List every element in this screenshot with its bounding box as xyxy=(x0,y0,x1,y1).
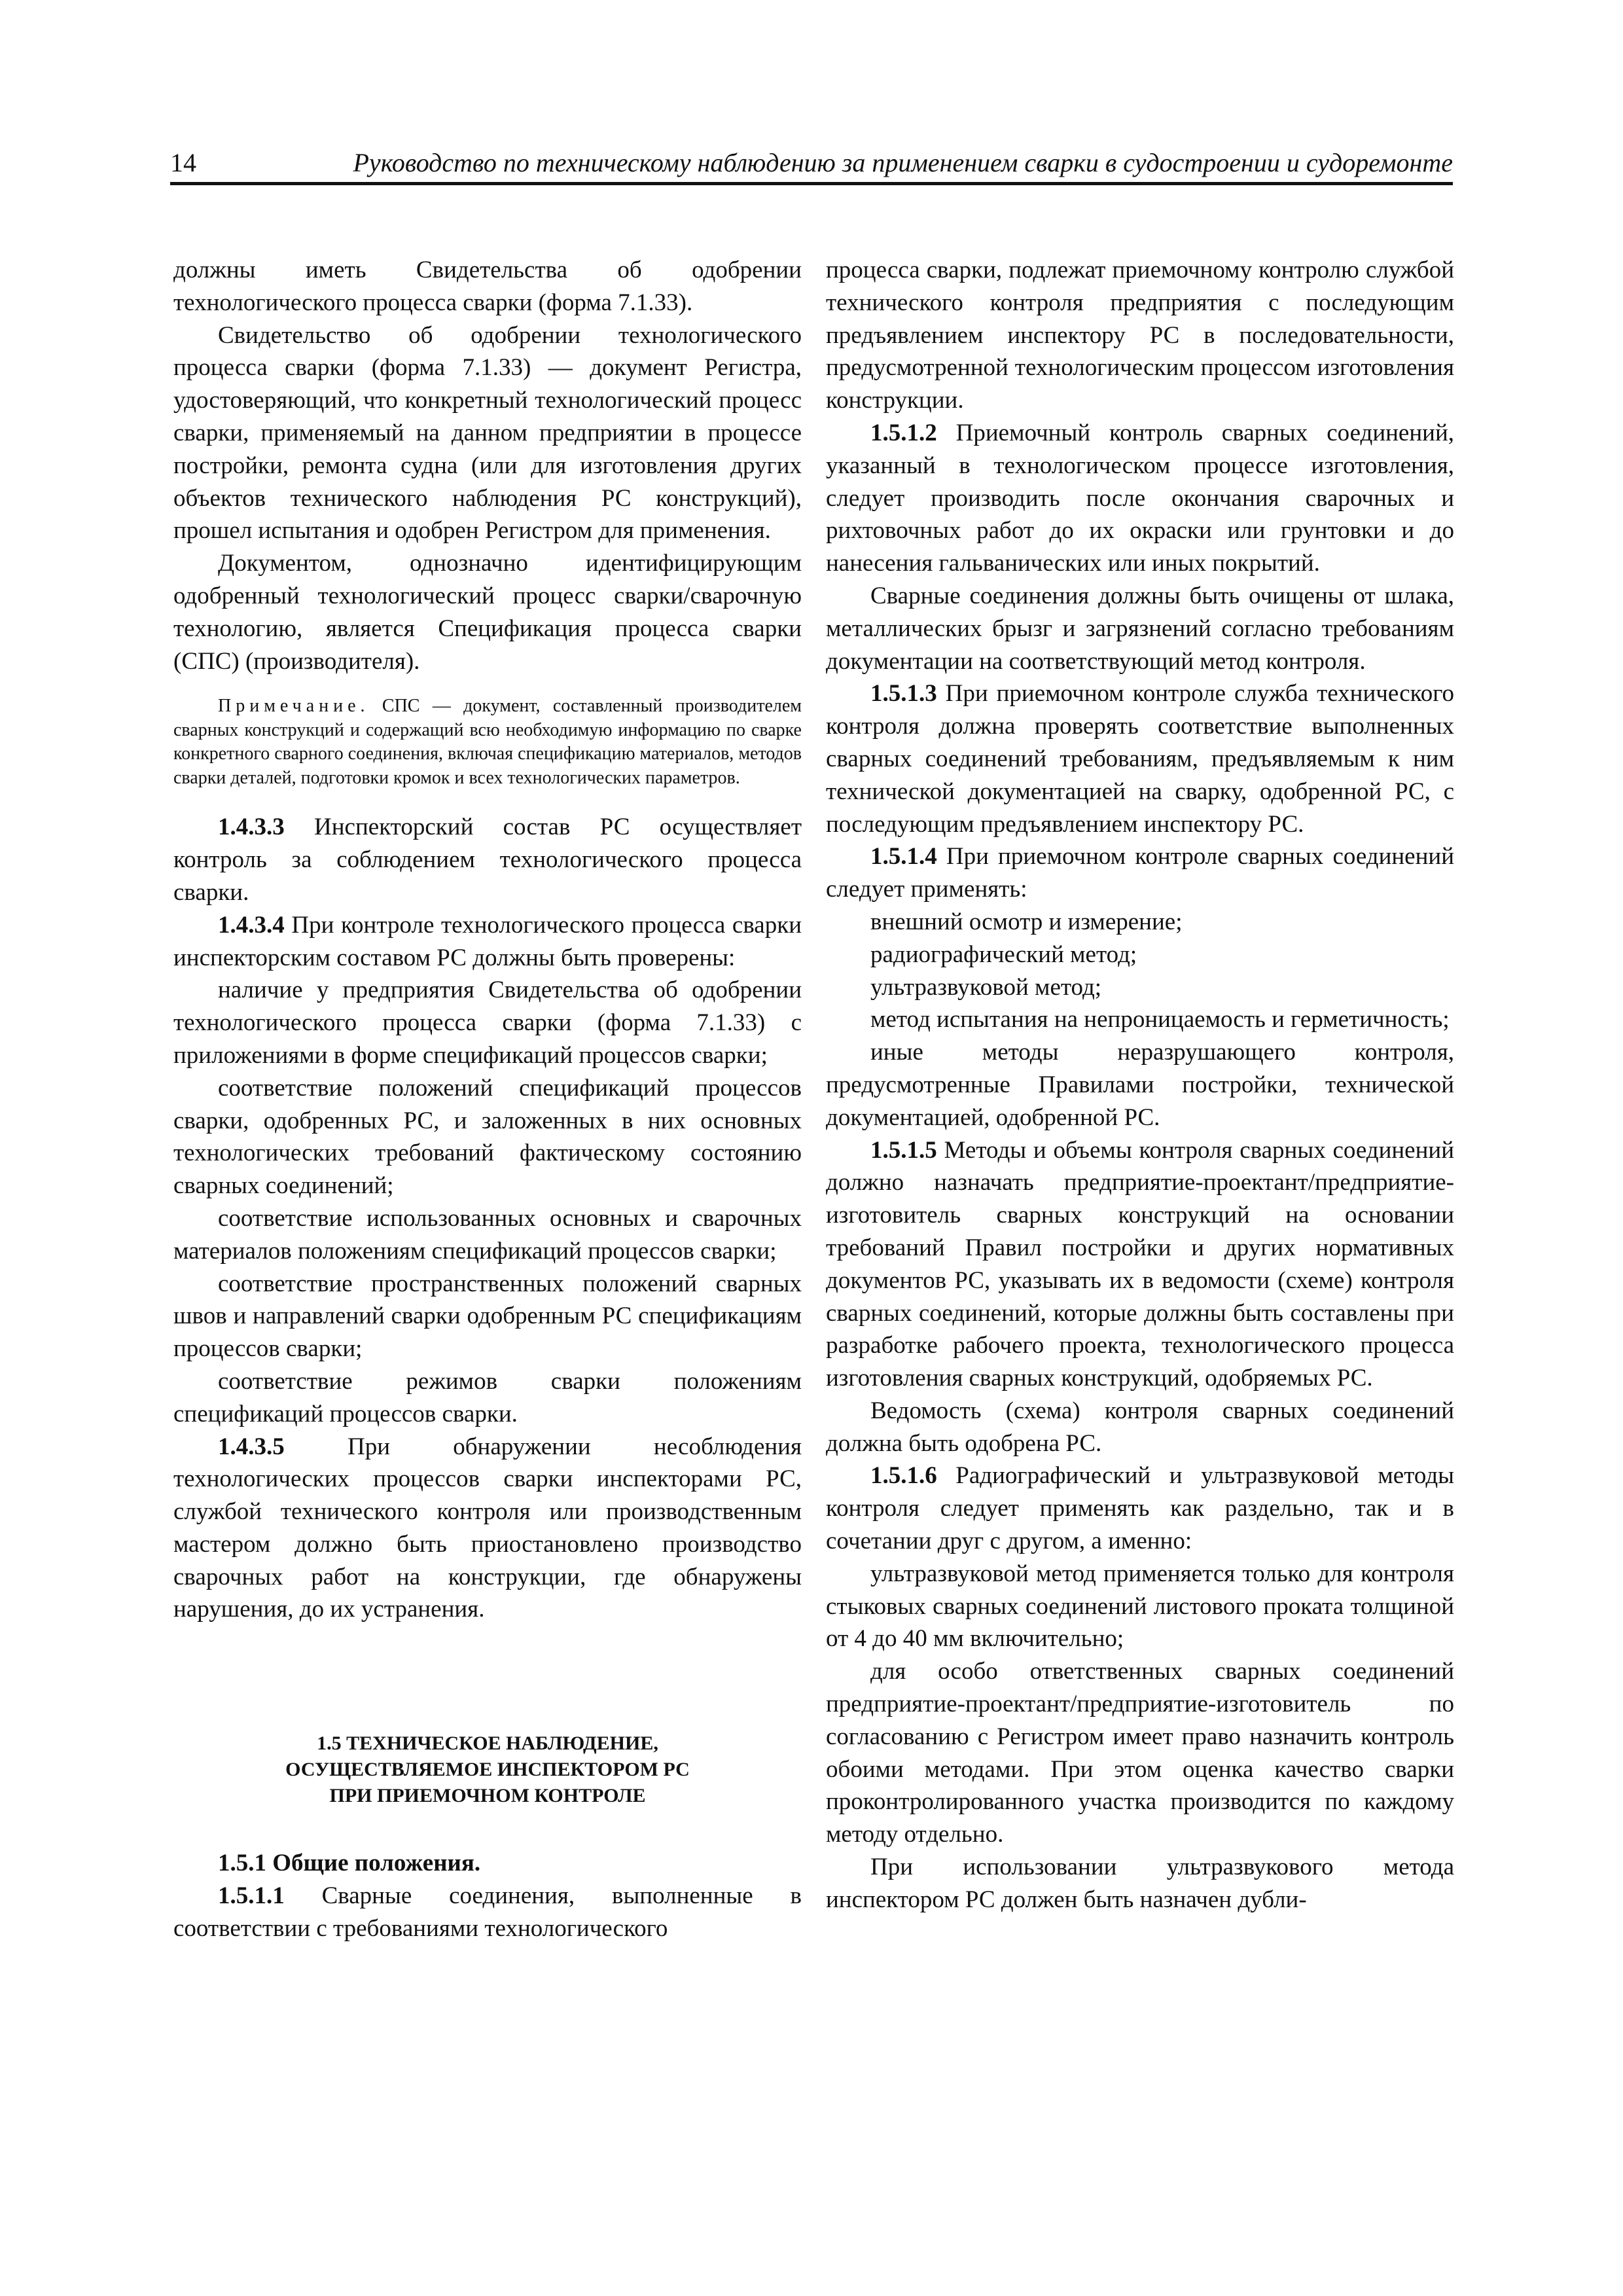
clause-1-4-3-5 xyxy=(173,1431,802,1626)
clause-number: 1.5.1.4 xyxy=(870,843,937,870)
list-item: ультразвуковой метод; xyxy=(870,973,1102,1001)
page-header xyxy=(170,145,1453,185)
list-item: для особо ответственных сварных соединений предприятие-проектант/предприятие-изготовитель по согласованию с Регистром имеет право назначить контроль обоими методами. При этом оценка качество сварки проконтролированного участка производится по каждому методу отдельно. xyxy=(826,1658,1454,1848)
clause-number: 1.4.3.5 xyxy=(218,1433,285,1460)
list-item: ультразвуковой метод применяется только для контроля стыковых сварных соединений листового проката толщиной от 4 до 40 мм включительно; xyxy=(826,1560,1454,1653)
clause-text: При обнаружении несоблюдения технологических процессов сварки инспекторами РС, службой технического контроля или производственным мастером должно быть приостановлено производство сварочных работ на конструкции, где обнаружены нарушения, до их устранения. xyxy=(173,1433,802,1623)
clause-text: При контроле технологического процесса сварки инспекторским составом РС должны быть проверены: xyxy=(173,911,802,971)
clause-1-5-1-2 xyxy=(826,417,1454,580)
clause-number: 1.4.3.3 xyxy=(218,814,285,841)
clause-1-4-3-3 xyxy=(173,811,802,908)
note-text: СПС — документ, составленный производителем сварных конструкций и содержащий всю необходимую информацию по сварке конкретного сварного соединения, включая спецификацию материалов, методов сварки деталей, подготовки кромок и всех технологических параметров. xyxy=(173,696,802,788)
paragraph: должны иметь Свидетельства об одобрении технологического процесса сварки (форма 7.1.33). xyxy=(173,257,802,316)
list-item: метод испытания на непроницаемость и герметичность; xyxy=(870,1006,1450,1033)
clause-number: 1.5.1.5 xyxy=(870,1136,937,1164)
clause-number: 1.5.1.3 xyxy=(870,680,937,708)
page-number: 14 xyxy=(170,148,196,177)
clause-1-5-1-5 xyxy=(826,1134,1454,1395)
left-column xyxy=(173,254,802,1945)
clause-text: При приемочном контроле сварных соединений следует применять: xyxy=(826,843,1455,903)
clause-text: Сварные соединения, выполненные в соответствии с требованиями технологического xyxy=(173,1882,802,1942)
paragraph: Свидетельство об одобрении технологического процесса сварки (форма 7.1.33) — документ Регистра, удостоверяющий, что конкретный технологический процесс сварки, применяемый на данном предприятии в процессе постройки, ремонта судна (или для изготовления других объектов технического наблюдения РС конструкций), прошел испытания и одобрен Регистром для применения. xyxy=(173,321,802,545)
clause-number: 1.5.1.6 xyxy=(870,1462,937,1490)
list-item: внешний осмотр и измерение; xyxy=(870,908,1183,935)
paragraph: процесса сварки, подлежат приемочному контролю службой технического контроля предприятия с последующим предъявлением инспектору РС в последовательности, предусмотренной технологическим процессом изготовления конструкции. xyxy=(826,257,1454,414)
list-item: наличие у предприятия Свидетельства об одобрении технологического процесса сварки (форма 7.1.33) с приложениями в форме спецификаций процессов сварки; xyxy=(173,977,802,1069)
clause-1-5-1-3 xyxy=(826,677,1454,840)
section-heading-line: ОСУЩЕСТВЛЯЕМОЕ ИНСПЕКТОРОМ РС xyxy=(285,1759,690,1781)
clause-1-5-1-6 xyxy=(826,1460,1454,1557)
clause-text: Инспекторский состав РС осуществляет контроль за соблюдением технологического процесса сварки. xyxy=(173,814,802,906)
note xyxy=(173,694,802,790)
paragraph: Сварные соединения должны быть очищены от шлака, металлических брызг и загрязнений согласно требованиям документации на соответствующий метод контроля. xyxy=(826,582,1454,675)
clause-text: Методы и объемы контроля сварных соединений должно назначать предприятие-проектант/предприятие-изготовитель сварных конструкций на основании требований Правил постройки и других нормативных документов РС, указывать их в ведомости (схеме) контроля сварных соединений, которые должны быть составлены при разработке рабочего проекта, технологического процесса изготовления сварных конструкций, одобряемых РС. xyxy=(826,1136,1455,1392)
right-column xyxy=(826,254,1454,1916)
subsection-heading: 1.5.1 Общие положения. xyxy=(218,1850,481,1877)
section-heading-line: 1.5 ТЕХНИЧЕСКОЕ НАБЛЮДЕНИЕ, xyxy=(317,1732,658,1755)
note-label: Примечание. xyxy=(218,696,370,717)
list-item: иные методы неразрушающего контроля, предусмотренные Правилами постройки, технической документацией, одобренной РС. xyxy=(826,1039,1454,1131)
paragraph: Документом, однозначно идентифицирующим одобренный технологический процесс сварки/сварочную технологию, является Спецификация процесса сварки (СПС) (производителя). xyxy=(173,550,802,675)
clause-1-5-1-1 xyxy=(173,1880,802,1945)
paragraph: Ведомость (схема) контроля сварных соединений должна быть одобрена РС. xyxy=(826,1397,1454,1457)
paragraph: При использовании ультразвукового метода инспектором РС должен быть назначен дубли- xyxy=(826,1854,1454,1913)
list-item: соответствие режимов сварки положениям спецификаций процессов сварки. xyxy=(173,1367,802,1427)
clause-number: 1.4.3.4 xyxy=(218,911,285,939)
section-heading-line: ПРИ ПРИЕМОЧНОМ КОНТРОЛЕ xyxy=(329,1785,646,1807)
clause-text: Приемочный контроль сварных соединений, указанный в технологическом процессе изготовления, следует производить после окончания сварочных и рихтовочных работ до их окраски или грунтовки и до нанесения гальванических или иных покрытий. xyxy=(826,419,1454,577)
clause-1-5-1-4 xyxy=(826,840,1454,906)
list-item: соответствие пространственных положений сварных швов и направлений сварки одобренным РС спецификациям процессов сварки; xyxy=(173,1270,802,1363)
clause-number: 1.5.1.1 xyxy=(218,1882,285,1910)
list-item: радиографический метод; xyxy=(870,941,1137,968)
clause-number: 1.5.1.2 xyxy=(870,419,937,446)
section-heading xyxy=(173,1731,802,1809)
list-item: соответствие использованных основных и сварочных материалов положениям спецификаций процессов сварки; xyxy=(173,1204,802,1265)
clause-text: При приемочном контроле служба технического контроля должна проверять соответствие выполненных сварных соединений требованиям, предъявляемым к ним технической документацией на сварку, одобренной РС, с последующим предъявлением инспектору РС. xyxy=(826,680,1455,838)
list-item: соответствие положений спецификаций процессов сварки, одобренных РС, и заложенных в них основных технологических требований фактическому состоянию сварных соединений; xyxy=(173,1074,802,1200)
running-title: Руководство по техническому наблюдению за применением сварки в судостроении и судоремонте xyxy=(353,148,1453,177)
clause-text: Радиографический и ультразвуковой методы контроля следует применять как раздельно, так и в сочетании друг с другом, а именно: xyxy=(826,1462,1455,1555)
clause-1-4-3-4 xyxy=(173,909,802,975)
